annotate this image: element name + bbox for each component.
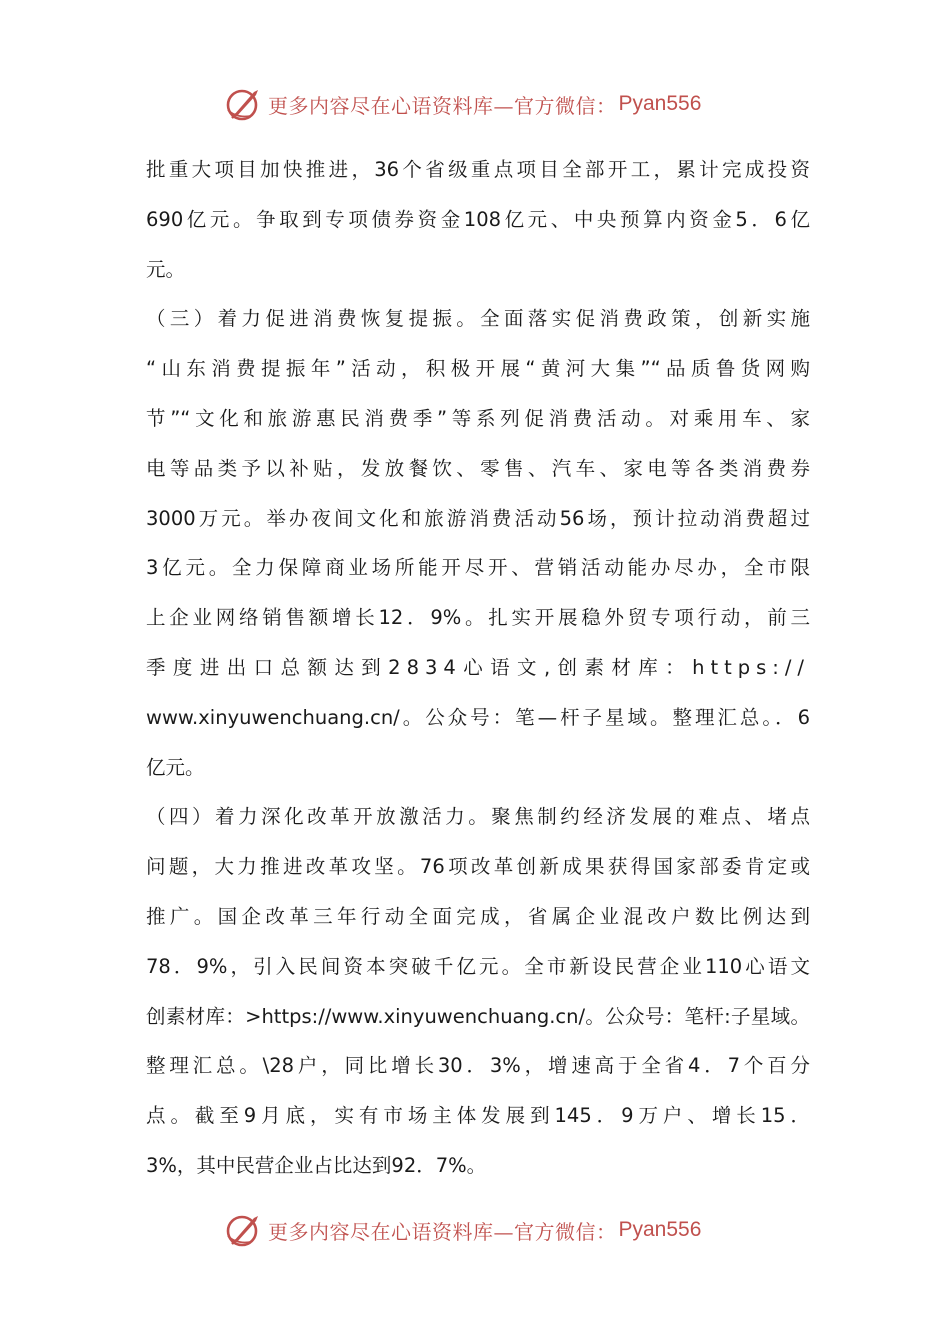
text-line: 节”“文化和旅游惠民消费季”等系列促消费活动。对乘用车、家 <box>146 406 810 430</box>
text-line: 3000万元。举办夜间文化和旅游消费活动56场，预计拉动消费超过 <box>146 506 810 530</box>
text-line: 上企业网络销售额增长12．9%。扎实开展稳外贸专项行动，前三 <box>146 606 810 630</box>
banner-wechat-id: Pyan556 <box>618 1218 702 1241</box>
text-line: 电等品类予以补贴，发放餐饮、零售、汽车、家电等各类消费券 <box>146 456 810 480</box>
text-line: 推广。国企改革三年行动全面完成，省属企业混改户数比例达到 <box>146 904 810 928</box>
text-line: （三）着力促进消费恢复提振。全面落实促消费政策，创新实施 <box>146 307 810 331</box>
quill-pen-logo-icon <box>224 1210 264 1250</box>
text-line: 3亿元。全力保障商业场所能开尽开、营销活动能办尽办，全市限 <box>146 556 810 580</box>
text-line: 创素材库：>https://www.xinyuwenchuang.cn/。公众号：笔杆:子星域。 <box>146 1004 810 1028</box>
text-line: 点。截至9月底，实有市场主体发展到145．9万户、增长15． <box>146 1104 810 1128</box>
banner-text: 更多内容尽在心语资料库—官方微信： <box>268 93 617 118</box>
text-line: 问题，大力推进改革攻坚。76项改革创新成果获得国家部委肯定或 <box>146 855 810 879</box>
text-line: 元。 <box>146 257 186 281</box>
text-line: 690亿元。争取到专项债券资金108亿元、中央预算内资金5．6亿 <box>146 207 810 231</box>
banner-wechat-id: Pyan556 <box>618 92 702 115</box>
text-line: 亿元。 <box>146 755 205 779</box>
document-body <box>146 145 810 1191</box>
text-line: 季度进出口总额达到2834心语文,创素材库：https:// <box>146 655 810 679</box>
text-line: www.xinyuwenchuang.cn/。公众号：笔—杆子星域。整理汇总。．6 <box>146 705 810 729</box>
text-line: 整理汇总。\28户，同比增长30．3%，增速高于全省4．7个百分 <box>146 1054 810 1078</box>
text-line: 78．9%，引入民间资本突破千亿元。全市新设民营企业110心语文 <box>146 954 810 978</box>
text-line: “山东消费提振年”活动，积极开展“黄河大集”“品质鲁货网购 <box>146 357 810 381</box>
text-line: 3%，其中民营企业占比达到92．7%。 <box>146 1153 487 1177</box>
text-line: 批重大项目加快推进，36个省级重点项目全部开工，累计完成投资 <box>146 158 810 181</box>
footer-banner <box>224 1210 701 1250</box>
quill-pen-logo-icon <box>224 84 264 124</box>
text-line: （四）着力深化改革开放激活力。聚焦制约经济发展的难点、堵点 <box>146 805 810 829</box>
header-banner <box>224 84 701 124</box>
banner-text: 更多内容尽在心语资料库—官方微信： <box>268 1219 617 1244</box>
